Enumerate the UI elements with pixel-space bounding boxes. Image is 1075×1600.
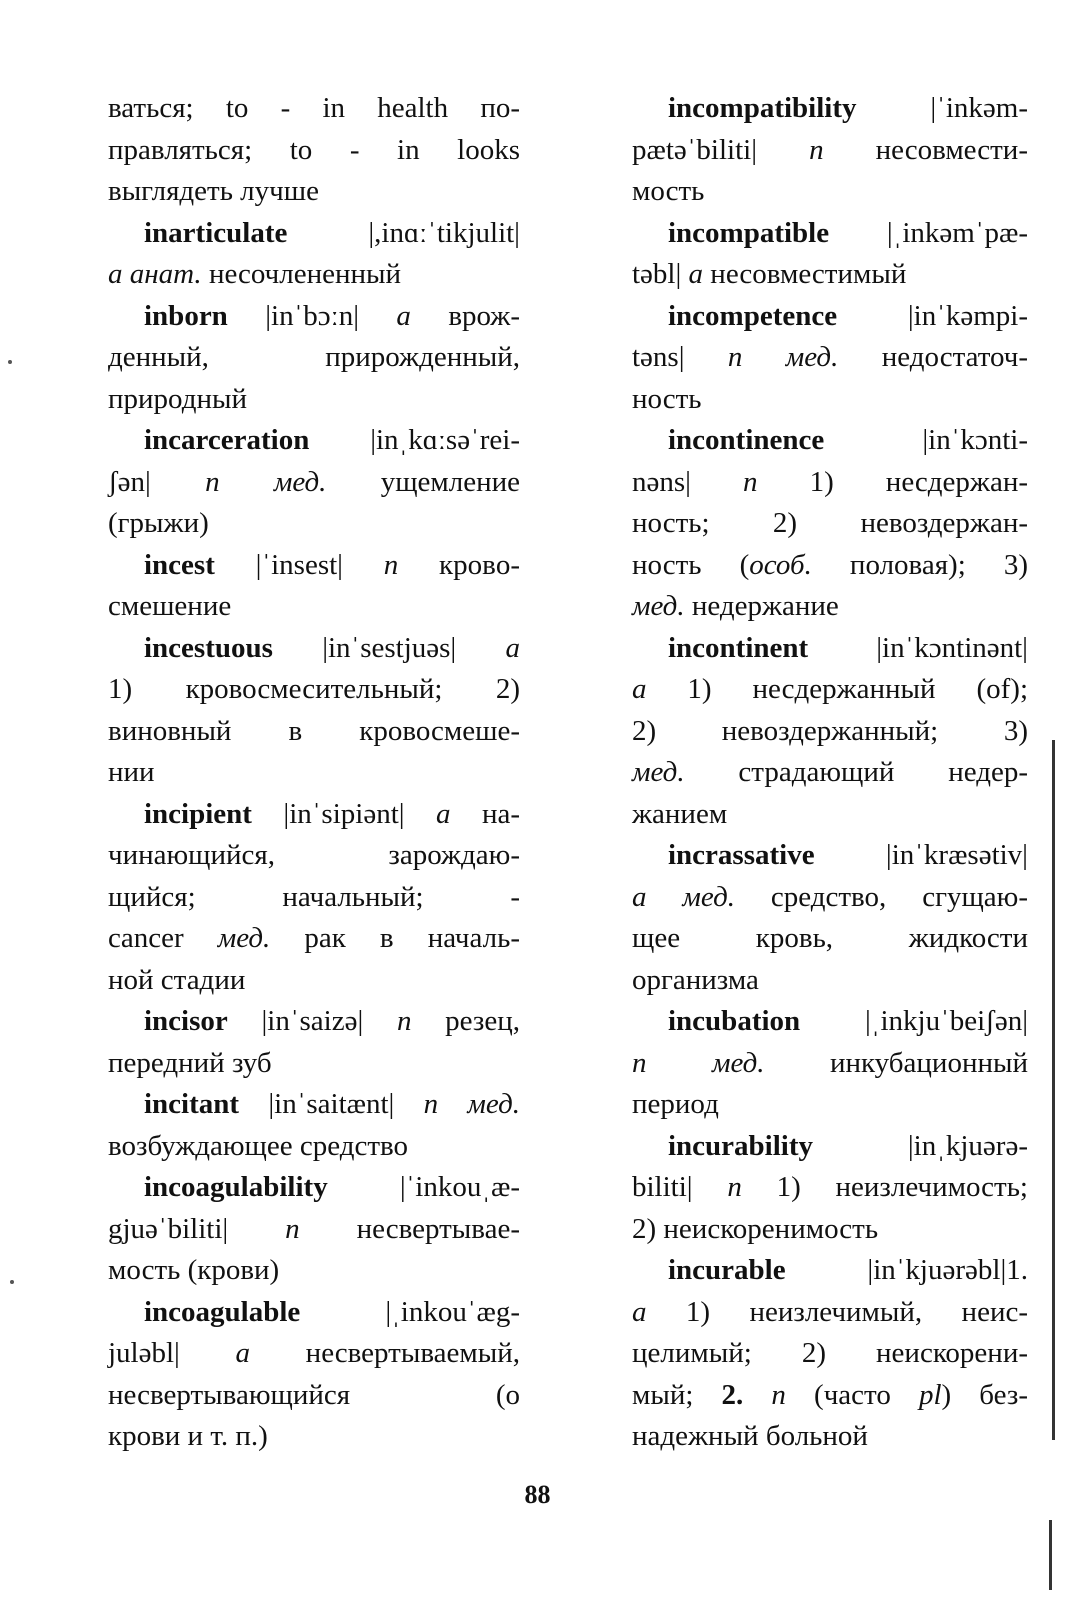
text-line [108,877,520,919]
entry-text: təbl| [632,258,689,290]
headword: incipient [144,797,252,830]
entry-text: врож- [410,299,520,332]
entry-text: несвертывающийся (о [108,1378,520,1411]
headword: incisor [144,1005,228,1037]
text-line [632,628,1028,670]
entry-text: |inˈkræsətiv| [814,839,1028,871]
entry-text: |,inɑːˈtikjulit| [287,216,520,249]
text-line [632,1333,1028,1375]
headword: incoagulable [144,1295,301,1328]
entry-text: 1) несдержанный (of); [646,673,1028,705]
text-line [108,1043,520,1085]
text-line [632,1292,1028,1334]
italic-label: a [396,299,411,332]
text-line [108,1001,520,1043]
entry-text: |inˈsipiənt| [251,797,436,830]
entry-text: мость [632,175,705,207]
headword: incarceration [144,424,310,456]
text-line [632,877,1028,919]
headword: incompetence [668,299,838,332]
entry-text: передний зуб [108,1046,272,1079]
entry-text: (грыжи) [108,507,209,539]
entry-text: природный [108,382,247,415]
headword: incompatible [668,216,830,249]
text-line [108,1416,520,1458]
text-line [632,213,1028,255]
italic-label: n [743,465,758,498]
entry-text: жанием [632,797,728,830]
text-line [632,1001,1028,1043]
scan-speck [10,1280,14,1284]
entry-text: 2) невоздержанный; 3) [632,714,1028,747]
italic-label: a [235,1337,251,1369]
text-line [108,420,520,462]
scan-edge-mark [1049,1520,1052,1590]
text-line [632,254,1028,296]
entry-text: правляться; to - in looks [108,133,520,166]
entry-text: половая); 3) [811,548,1028,581]
text-line [632,1375,1028,1417]
text-line [108,1250,520,1292]
entry-text: |ˈinsest| [214,548,384,581]
text-line [632,130,1028,172]
entry-text: nəns| [632,465,744,498]
entry-text: смешение [108,590,232,622]
headword: incoagulability [144,1171,328,1203]
text-line [632,1126,1028,1168]
entry-text: |inˈkɔnti- [824,424,1028,456]
italic-label: особ. [749,548,812,581]
text-line [632,586,1028,628]
entry-text: возбуждающее средство [108,1129,409,1162]
italic-label: n [809,133,824,166]
headword: incrassative [668,839,815,871]
headword: incestuous [144,631,273,664]
italic-label: a анат. [108,258,202,290]
text-line [632,960,1028,1002]
italic-label: a [632,1295,647,1328]
headword: incitant [144,1088,240,1120]
text-line [632,420,1028,462]
entry-text: на- [450,797,520,830]
text-line [632,171,1028,213]
text-line [108,379,520,421]
italic-label: a [505,631,520,664]
text-line [632,918,1028,960]
text-line [108,171,520,213]
text-line [632,503,1028,545]
headword: incest [144,548,215,581]
entry-text: juləbl| [108,1337,236,1369]
text-line [632,545,1028,587]
entry-text: мый; [632,1378,722,1411]
italic-label: n [771,1378,786,1411]
text-line [632,1416,1028,1458]
text-line [632,1084,1028,1126]
italic-label: a мед. [632,880,735,913]
text-line [108,794,520,836]
entry-text: ʃən| [108,465,206,498]
entry-text: ваться; to - in health по- [108,92,520,124]
entry-text: |ˈinkouˌæ- [327,1171,520,1203]
text-line [632,669,1028,711]
entry-text: ность [632,382,702,415]
entry-text: |inˈbɔːn| [227,299,397,332]
entry-text: ной стадии [108,963,246,996]
entry-text: ность ( [632,548,750,581]
text-line [108,337,520,379]
entry-text: ) без- [941,1378,1029,1411]
italic-label: a [632,673,647,705]
right-column [632,88,1028,1458]
entry-text: 2) неискоренимость [632,1212,879,1245]
text-line [632,1043,1028,1085]
text-line [108,130,520,172]
text-line [108,835,520,877]
italic-label: мед. [632,756,685,788]
entry-text: 1) кровосмесительный; 2) [108,673,520,705]
text-line [108,918,520,960]
text-line [632,337,1028,379]
entry-text: 1) неизлечимый, неис- [646,1295,1028,1328]
italic-label: a [688,258,704,290]
text-line [108,1167,520,1209]
entry-text: несочлененный [201,258,402,290]
text-line [108,545,520,587]
entry-text: надежный больной [632,1420,868,1452]
italic-label: n мед. [727,341,839,373]
text-line [632,296,1028,338]
entry-text: |ˌinkjuˈbeiʃən| [800,1005,1028,1037]
text-line [632,1209,1028,1251]
text-line [108,1126,520,1168]
entry-text: денный, прирожденный, [108,341,520,373]
headword: incompatibility [668,92,857,124]
entry-text: несовмести- [823,133,1028,166]
entry-text: щее кровь, жидкости [632,922,1028,954]
text-line [632,794,1028,836]
text-line [108,1084,520,1126]
text-line [632,1167,1028,1209]
entry-text: несвертываемый, [250,1337,520,1369]
headword: incurable [668,1254,786,1286]
headword: inarticulate [144,216,288,249]
headword: incurability [668,1129,814,1162]
headword: incubation [668,1005,801,1037]
italic-label: n [285,1212,300,1245]
text-line [632,462,1028,504]
entry-text: |inˈkəmpi- [837,299,1028,332]
entry-text: недостаточ- [838,341,1028,373]
text-line [108,503,520,545]
text-line [108,88,520,130]
entry-text: резец, [411,1005,520,1037]
entry-text: инкубационный [764,1046,1028,1079]
entry-text: 1) несдержан- [757,465,1028,498]
text-line [632,1250,1028,1292]
text-line [108,462,520,504]
entry-text: |inˈkɔntinənt| [808,631,1028,664]
entry-text: мость (крови) [108,1254,280,1286]
entry-text [743,1379,771,1411]
entry-text: |inˌkɑːsəˈrei- [309,424,520,456]
entry-text: 1) неизлечимость; [741,1171,1028,1203]
entry-text: təns| [632,341,728,373]
entry-text: страдающий недер- [684,756,1028,788]
text-line [108,752,520,794]
entry-text: несовместимый [703,258,907,290]
entry-text: |ˌinkəmˈpæ- [829,216,1028,249]
text-line [108,711,520,753]
scan-speck [8,360,12,364]
text-line [108,1375,520,1417]
text-line [632,379,1028,421]
left-column [108,88,520,1458]
text-line [108,1292,520,1334]
entry-text: виновный в кровосмеше- [108,714,520,747]
italic-label: n [396,1005,412,1037]
page-number: 88 [524,1480,551,1509]
text-line [632,835,1028,877]
italic-label: n мед. [423,1088,521,1120]
text-line [108,1209,520,1251]
entry-text: |inˈsestjuəs| [272,631,506,664]
entry-text: целимый; 2) неискорени- [632,1337,1028,1369]
headword: 2. [721,1378,744,1411]
entry-text: (часто [785,1378,919,1411]
entry-text: |inˌkjuərə- [813,1129,1028,1162]
entry-text: gjuəˈbiliti| [108,1212,286,1245]
entry-text: щийся; начальный; - [108,880,520,913]
italic-label: n мед. [205,465,327,498]
italic-label: n мед. [632,1046,765,1079]
entry-text: biliti| [632,1171,728,1203]
italic-label: a [436,797,451,830]
entry-text: крови и т. п.) [108,1420,268,1452]
text-line [632,88,1028,130]
entry-text: pætəˈbiliti| [632,133,810,166]
italic-label: мед. [217,922,271,954]
entry-text: |inˈsaizə| [227,1005,397,1037]
entry-text: период [632,1088,719,1120]
text-line [108,213,520,255]
text-line [108,628,520,670]
entry-text: нии [108,756,155,788]
text-line [108,254,520,296]
text-line [632,752,1028,794]
italic-label: pl [918,1378,942,1411]
entry-text: |inˈsaitænt| [239,1088,424,1120]
text-line [108,1333,520,1375]
scan-edge-mark [1052,740,1055,1440]
entry-text: рак в началь- [270,922,520,954]
text-line [108,586,520,628]
entry-text: |ˈinkəm- [856,92,1028,124]
headword: inborn [144,299,228,332]
entry-text: недержание [684,590,839,622]
entry-text: |inˈkjuərəbl|1. [785,1254,1028,1286]
italic-label: n [383,548,399,581]
headword: incontinence [668,424,825,456]
entry-text: выглядеть лучше [108,175,319,207]
text-line [108,669,520,711]
entry-text: ность; 2) невоздержан- [632,507,1028,539]
text-line [108,296,520,338]
text-line [108,960,520,1002]
text-line [632,711,1028,753]
entry-text: организма [632,963,759,996]
entry-text: |ˌinkouˈæg- [300,1295,520,1328]
entry-text: кровo- [398,548,520,581]
entry-text: несвертывае- [299,1212,520,1245]
italic-label: мед. [632,590,685,622]
entry-text: cancer [108,922,218,954]
entry-text: ущемление [326,465,521,498]
entry-text: средство, сгущаю- [734,880,1028,913]
italic-label: n [727,1171,742,1203]
headword: incontinent [668,631,809,664]
entry-text: чинающийся, зарождаю- [108,839,520,871]
